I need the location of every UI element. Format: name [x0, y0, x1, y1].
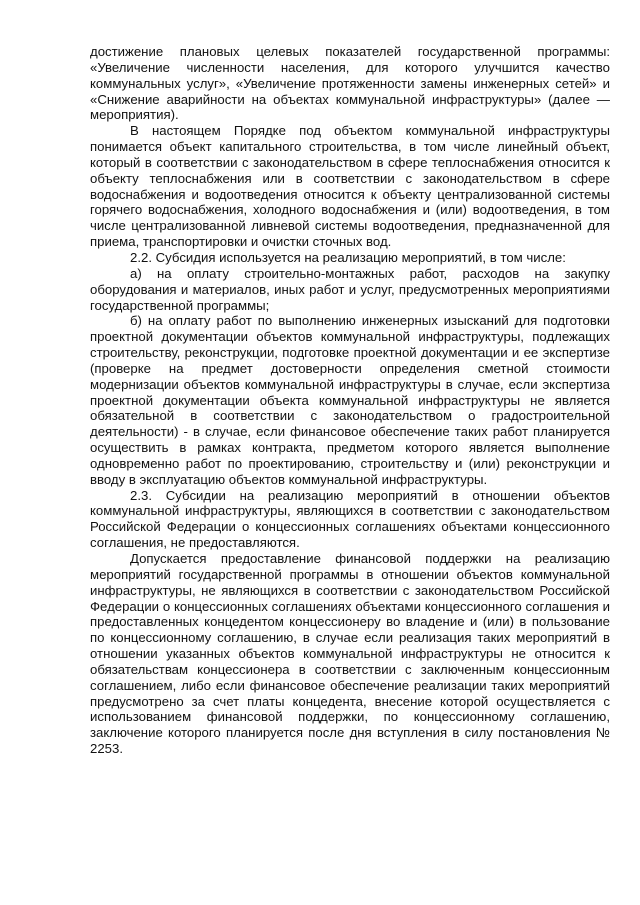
paragraph-2-3: 2.3. Субсидии на реализацию мероприятий в отношении объектов коммунальной инфраструктуры, являющихся в соответствии с законодательством Российской Федерации о концессионных соглашениях объектами концессионного соглашения, не предоставляются.	[90, 487, 610, 551]
document-page	[90, 44, 610, 757]
paragraph-2-2-a: а) на оплату строительно-монтажных работ, расходов на закупку оборудования и материалов, иных работ и услуг, предусмотренных мероприятиями государственной программы;	[90, 265, 610, 313]
paragraph-2-2: 2.2. Субсидия используется на реализацию мероприятий, в том числе:	[130, 249, 566, 265]
paragraph-2-2-b: б) на оплату работ по выполнению инженерных изысканий для подготовки проектной документации объектов коммунальной инфраструктуры, подлежащих строительству, реконструкции, подготовке проектной документации и ее экспертизе (проверке на предмет достоверности определения сметной стоимости модернизации объектов коммунальной инфраструктуры в случае, если экспертиза проектной документации объекта коммунальной инфраструктуры не является обязательной в соответствии с законодательством о градостроительной деятельности) - в случае, если финансовое обеспечение таких работ планируется осуществить в рамках контракта, предметом которого является выполнение одновременно работ по проектированию, строительству и (или) реконструкции и вводу в эксплуатацию объектов коммунальной инфраструктуры.	[90, 313, 610, 487]
paragraph-definition: В настоящем Порядке под объектом коммунальной инфраструктуры понимается объект капитального строительства, в том числе линейный объект, который в соответствии с законодательством в сфере теплоснабжения относится к объекту теплоснабжения или в соответствии с законодательством в сфере водоснабжения и водоотведения относится к объекту централизованной системы горячего водоснабжения, холодного водоснабжения и (или) водоотведения, в том числе централизованной ливневой системы водоотведения, предназначенной для приема, транспортировки и очистки сточных вод.	[90, 123, 610, 250]
paragraph-goals: достижение плановых целевых показателей государственной программы: «Увеличение численности населения, для которого улучшится качество коммунальных услуг», «Увеличение протяженности замены инженерных сетей» и «Снижение аварийности на объектах коммунальной инфраструктуры» (далее — мероприятия).	[90, 44, 610, 123]
paragraph-financial-support: Допускается предоставление финансовой поддержки на реализацию мероприятий государственной программы в отношении объектов коммунальной инфраструктуры, не являющихся в соответствии с законодательством Российской Федерации о концессионных соглашениях объектами концессионного соглашения и предоставленных концедентом концессионеру во владение и (или) в пользование по концессионному соглашению, в случае если реализация таких мероприятий в отношении указанных объектов коммунальной инфраструктуры не относится к обязательствам концессионера в соответствии с заключенным концессионным соглашением, либо если финансовое обеспечение реализации таких мероприятий предусмотрено за счет платы концедента, внесение которой осуществляется с использованием финансовой поддержки, по концессионному соглашению, заключение которого планируется после дня вступления в силу постановления № 2253.	[90, 551, 610, 757]
